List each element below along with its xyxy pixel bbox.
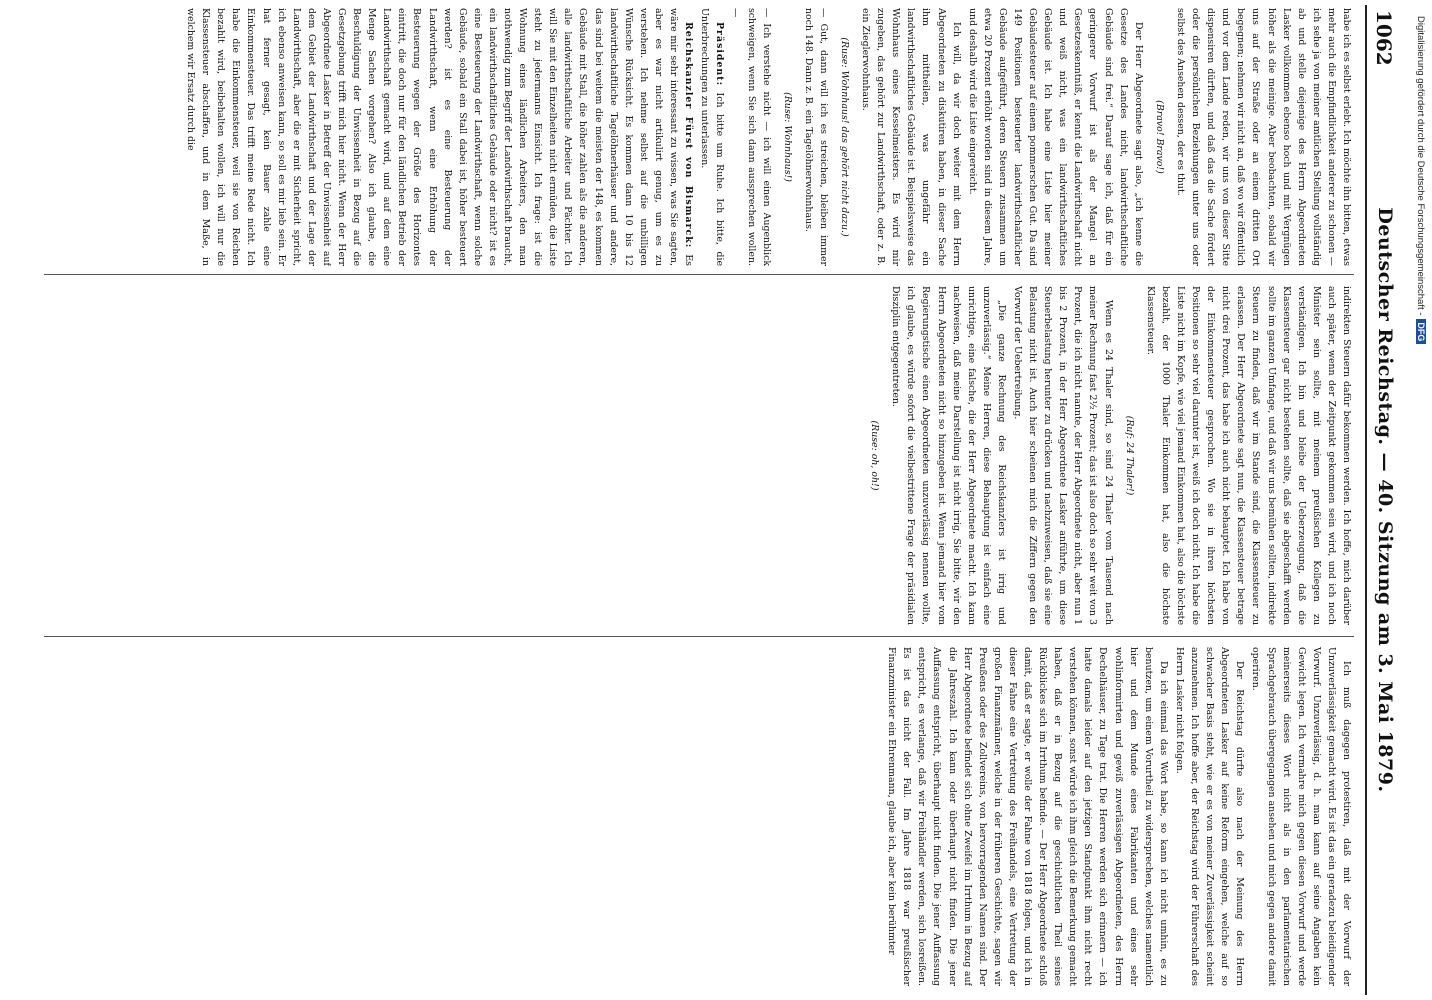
digitization-credit (1406, 6, 1428, 994)
paragraph: Wenn es 24 Thaler sind, so sind 24 Thaler vom Tausend nach meiner Rechnung fast 2½ Prozent; das ist also doch so sehr weit von 3 Prozent, die ich nicht nannte, der Herr Abgeordnete nicht, aber nun 1 bis 2 Prozent, in der Herr Abgeordnete Lasker anführte, um diese Steuerbelastung herunter zu drücken und nachzuweisen, daß sie eine Belastung nicht ist. Auch hier scheinen mich die Ziffern gegen den Vorwurf der Uebertreibung. (1012, 286, 1114, 625)
header-rule (1365, 5, 1367, 995)
interjection: (Bravo! Bravo!) (1153, 100, 1165, 174)
interjection: (Ruf: 24 Thaler!) (1123, 415, 1135, 496)
page-number: 1062 (1372, 10, 1396, 66)
paragraph: — Gut, dann will ich es streichen, bleiben immer noch 148. Dann z. B. ein Tagelöhnerwohnhaus. (802, 8, 829, 266)
text-column-right (44, 286, 1354, 986)
interjection: (Ruse: oh, oh!) (869, 420, 881, 491)
speaker-name: Reichskanzler Fürst von Bismarck: (683, 22, 695, 249)
dfg-logo: DFG (1416, 319, 1426, 344)
interjection: (Ruse: Wohnhaus! das gehört nicht dazu.) (839, 37, 850, 237)
paragraph: indirekten Steuern dafür bekommen werden. Ich hoffe, mich darüber auch später, wenn der Zeitpunkt gekommen sein wird, und ich noch Minister sein sollte, mit meinem preußischen Kollegen zu verständigen. Ich bin und bleibe der Ueberzeugung, daß die Klassensteuer gar nicht bestehen sollte, daß sie abgeschafft werden sollte im ganzen Umfange, und daß wir uns bemühen sollten, indirekte Steuern zu finden, daß wir im Stande sind, die Klassensteuer zu erlassen. Der Herr Abgeordnete sagt nun, die Klassensteuer betrage nicht drei Prozent, das habe ich auch nicht behauptet. Ich habe von der Einkommensteuer gesprochen. Wo sie in ihren höchsten Positionen so sehr viel darunter ist, weiß ich doch nicht. Ich habe die Liste nicht im Kopfe, wie viel jemand Einkommen hat, also die höchste bezahlt, der 1000 Thaler Einkommen hat, also die höchste Klassensteuer. (1144, 286, 1352, 625)
credit-text: Digitalisierung gefördert durch die Deutsche Forschungsgemeinschaft - (1415, 16, 1426, 316)
paragraph: Ich will, da wir doch weiter mit dem Herrn Abgeordneten zu diskutiren haben, in dieser Sache ihm mittheilen, was ungefähr ein landwirthschaftliches Gebäude ist. Beispielsweise das Wohnhaus eines Kesselmeisters. Es wird mir zugeben, das gehört zur Landwirthschaft, oder z. B. ein Zieglerwohnhaus. (860, 8, 962, 266)
paragraph: Da ich einmal das Wort habe, so kann ich nicht umhin, es zu benutzen, um einem Vorurtheil zu widersprechen, welches namentlich hier und dem Munde eines Fabrikanten und eines sehr wohlinformirten und gewiß zuverlässigen Abgeordneten, des Herrn Dechelhäuser, zu Tage trat. Die Herren werden sich erinnern — ich hatte damals leider auf den jetzigen Standpunkt ihm nicht recht verstehen können, sonst würde ich ihm gleich die Bemerkung gemacht haben, daß er in Bezug auf die geschichtlichen Theil seines Rückblickes sich im Irrthum befinde. — Der Herr Abgeordnete schloß damit, daß er sagte, er wolle der Fahne von 1818 folgen, und ich in dieser Fahne eine Vertretung des Freihandels, eine Vertretung der großen Finanzmänner, welche in der früheren Geschichte, sagen wir Preußens oder des Zollvereins, von hervorragenden Namen sind. Der Herr Abgeordnete befindet sich ohne Zweifel im Irrthum in Bezug auf die Jahreszahl. Ich kann oder überhaupt nicht finden. Die jener Auffassung entspricht, überhaupt nicht finden. Die jener Auffassung entspricht, es verlange, daß wir Freihändler werden, sich losreißen. Es ist das nicht der Fall. Im Jahre 1818 war preußischer Finanzminister ein Ehrenmann, glaube ich, aber kein berühmter (886, 647, 1169, 986)
paragraph: Ich muß dagegen protestiren, daß mit der Vorwurf der Unzuverlässigkeit gemacht wird. Es ist das ein geradezu beleidigender Vorwurf. Unzuverlässig, d. h. man kann auf seine Angaben kein Gewicht legen. Ich vermahre mich gegen diesen Vorwurf und werde meinerseits dieses Wort nicht als in den parlamentarischen Sprachgebrauch übergegangen ansehen und mich gegen andere damit operiren. (1250, 647, 1352, 986)
paragraph: Präsident: Ich bitte um Ruhe. Ich bitte, die Unterbrechungen zu unterlassen. (699, 8, 726, 266)
paragraph: Reichskanzler Fürst von Bismarck: Es wäre mir sehr interessant zu wissen, was Sie sagten, aber es war nicht artikulirt genug, um es zu verstehen. Ich nehme selbst auf die unbilligen Wünsche Rücksicht. Es kommen dann 10 bis 12 landwirthschaftliche Tagelöhnerhäuser und andere, das sind bei weitem die meisten der 148, es kommen Gebäude mit Stall, die höher zahlen als die anderen, alle landwirthschaftliche Arbeiter und Pächter. Ich will Sie mit den Einzelheiten nicht ermüden, die Liste steht zu jedermanns Einsicht. Ich frage: ist die Wohnung eines ländlichen Arbeiters, den man nothwendig zum Begriff der Landwirthschaft braucht, ein landwirthschaftliches Gebäude oder nicht? ist es eine Besteuerung der Landwirthschaft, wenn solche Gebäude, sobald ein Stall dabei ist, höher besteuert werden? ist es eine Besteuerung der Landwirthschaft, wenn eine Erhöhung der Besteuerung wegen der Größe des Horizontes eintritt, die doch nur für den ländlichen Betrieb der Landwirthschaft gemacht wird, und auf dem eine Menge Sachen vorgehen? Also ich glaube, die Beschuldigung der Unwissenheit in Bezug auf die Gesetzgebung trifft mich hier nicht. Wenn der Herr Abgeordnete Lasker in Betreff der Unwissenheit auf dem Gebiet der Landwirthschaft und der Lage der Landwirthschaft, aber die er mit Sicherheit spricht, ich ebenso anweisen kann, so soll es mir lieb sein. Er hat ferner gesagt, kein Bauer zahle eine Einkommensteuer. Das trifft meine Rede nicht. Ich habe die Einkommensteuer, weil sie von Reichen bezahlt wird, beibehalten wollen, ich will nur die Klassensteuer abschaffen, und in dem Maße, in welchem wir Ersatz durch die (185, 8, 695, 266)
column-divider (44, 274, 1354, 275)
page-header (1370, 0, 1400, 1000)
paragraph: habe ich es selbst erlebt. Ich möchte ihn bitten, etwas mehr auch die Empfindlichkeit anderer zu schonen — ich sehe ja von meiner amtlichen Stellung vollständig ab und stelle diejenige des Herrn Abgeordneten Lasker vollkommen ebenso hoch und mit Vergnügen höher als die meinige. Aber beobachten, sobald wir uns auf der Straße oder an einem dritten Ort begegnen; nehmen wir nicht an, daß wo wir öffentlich und vor dem Lande reden, wir uns von dieser Sitte dispensiren dürften, und daß das die Sache fördert oder die persönlichen Beziehungen unter uns oder selbst des Ansehen dessen, der es thut. (1174, 8, 1352, 266)
paragraph: — Ich verstehe nicht — ich will einen Augenblick schweigen, wenn Sie sich dann aussprechen wollen. — (730, 8, 772, 266)
paragraph: „Die ganze Rechnung des Reichskanzlers ist irrig und unzuverlässig.“ Meine Herren, diese Behauptung ist einfach eine unrichtige, eine falsche, die der Herr Abgeordnete macht. Ich kann nachweisen, daß meine Darstellung ist nicht irrig, Sie bitte, wir den Herrn Abgeordneten nicht so hinzugeben ist. Wenn jemand hier vom Regierungstische einen Abgeordneten unzuverlässig nennen wollte, ich glaube, es würde sofort die vielbestrittene Frage der präsidialen Disziplin entgegentreten. (890, 286, 1007, 625)
speaker-name: Präsident: (714, 22, 726, 87)
running-head: Deutscher Reichstag. — 40. Sitzung am 3. Mai 1879. (1374, 207, 1396, 793)
text-column-left (44, 8, 1354, 266)
paragraph: Der Reichstag dürfte also nach der Meinung des Herrn Abgeordneten Lasker auf keine Reform eingehen, welche auf so schwacher Basis steht, wie er es von meiner Zuverlässigkeit scheint anzunehmen. Ich hoffe aber, der Reichstag wird der Führerschaft des Herrn Lasker nicht folgen. (1173, 647, 1246, 986)
paragraph: Der Herr Abgeordnete sagt also, „ich kenne die Gesetze des Landes nicht, landwirthschaftliche Gebäude sind frei.“ Darauf sage ich, daß für ein geringerer Vorwurf ist als der Mangel an Gesetzeskenntniß, er kennt die Landwirthschaft nicht und weiß nicht, was ein landwirthschaftliches Gebäude ist. Ich habe eine Liste hier meiner Gebäudesteuer auf einem pommerschen Gut. Da sind 149 Positionen besteuerter landwirthschaftlicher Gebäude aufgeführt, deren Steuern zusammen um etwa 20 Prozent erhöht worden sind in diesem Jahre, und deshalb wird die Liste eingereicht. (966, 8, 1144, 266)
interjection: (Ruse: Wohnhaus!) (781, 92, 793, 182)
